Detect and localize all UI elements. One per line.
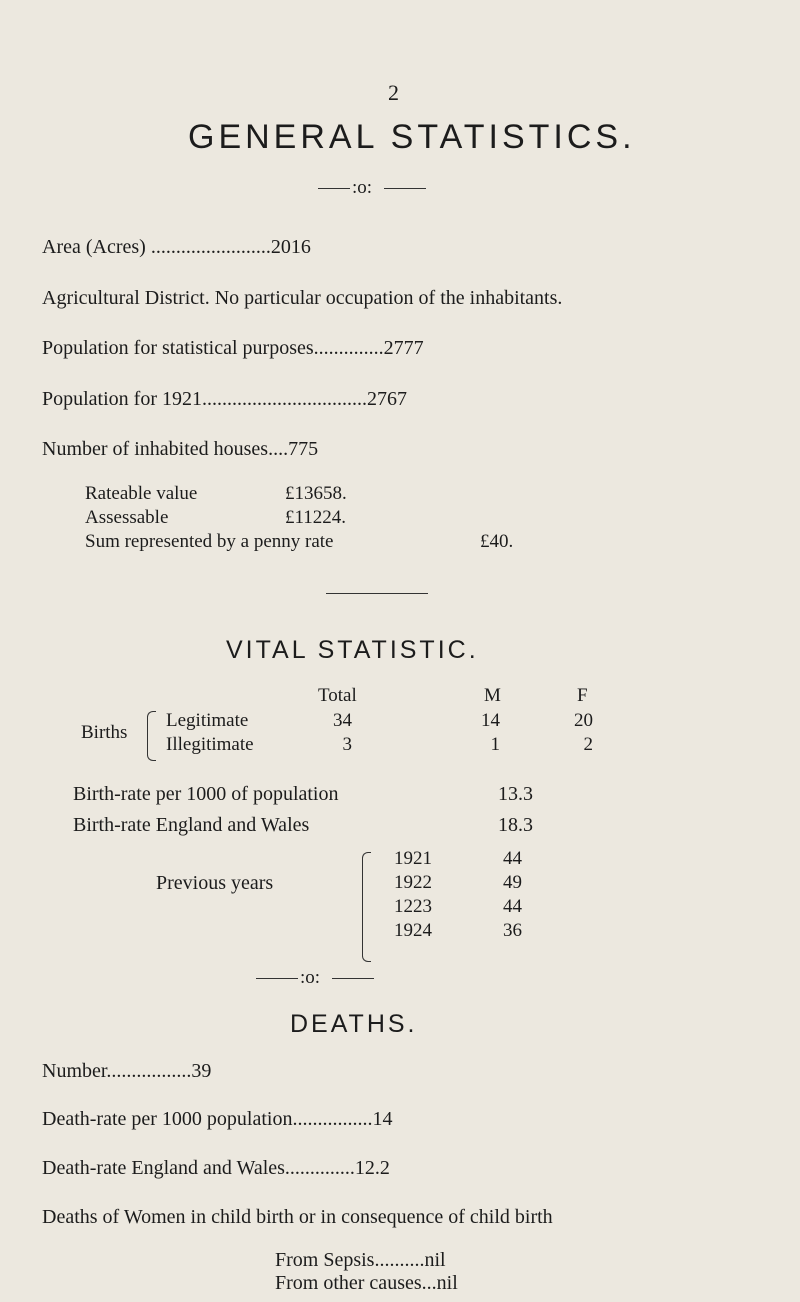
general-statistics-heading: GENERAL STATISTICS.: [188, 118, 636, 156]
deaths-heading: DEATHS.: [290, 1010, 418, 1038]
separator-mark: :o:: [352, 177, 373, 198]
population-statistical-line: Population for statistical purposes..............2777: [42, 337, 424, 359]
separator-mark: :o:: [300, 967, 321, 988]
assessable-value: £11224.: [285, 507, 347, 528]
other-causes-line: From other causes...nil: [275, 1272, 458, 1294]
legitimate-total: 34: [333, 710, 352, 731]
deaths-number-line: Number.................39: [42, 1060, 212, 1082]
illegitimate-m: 1: [490, 734, 500, 755]
column-header-total: Total: [318, 685, 357, 706]
page-number: 2: [388, 80, 399, 105]
previous-year: 1922: [394, 872, 432, 893]
births-label: Births: [81, 722, 128, 743]
sepsis-line: From Sepsis..........nil: [275, 1249, 446, 1271]
separator-rule-right: [384, 188, 426, 189]
column-header-f: F: [577, 685, 588, 706]
legitimate-label: Legitimate: [166, 710, 249, 731]
previous-year: 1921: [394, 848, 432, 869]
previous-value: 44: [503, 848, 522, 869]
illegitimate-label: Illegitimate: [166, 734, 254, 755]
illegitimate-f: 2: [583, 734, 593, 755]
illegitimate-total: 3: [342, 734, 352, 755]
births-brace: [147, 711, 156, 761]
death-rate-line: Death-rate per 1000 population................14: [42, 1108, 393, 1130]
previous-years-label: Previous years: [156, 872, 274, 894]
separator-rule-left: [256, 978, 298, 979]
area-line: Area (Acres) ........................2016: [42, 236, 311, 258]
population-1921-line: Population for 1921.................................2767: [42, 388, 407, 410]
previous-value: 36: [503, 920, 522, 941]
vital-statistic-heading: VITAL STATISTIC.: [226, 636, 479, 664]
penny-rate-value: £40.: [480, 531, 514, 552]
section-divider: [326, 593, 428, 594]
previous-years-brace: [362, 852, 371, 962]
rateable-value-label: Rateable value: [85, 483, 198, 504]
penny-rate-label: Sum represented by a penny rate: [85, 531, 334, 552]
assessable-label: Assessable: [85, 507, 169, 528]
previous-value: 44: [503, 896, 522, 917]
women-child-birth-line: Deaths of Women in child birth or in consequence of child birth: [42, 1206, 553, 1228]
separator-rule-right: [332, 978, 374, 979]
death-rate-ew-line: Death-rate England and Wales..............12.2: [42, 1157, 390, 1179]
birth-rate-label: Birth-rate per 1000 of population: [73, 783, 339, 805]
birth-rate-ew-label: Birth-rate England and Wales: [73, 814, 310, 836]
rateable-value: £13658.: [285, 483, 347, 504]
previous-year: 1924: [394, 920, 432, 941]
birth-rate-ew-value: 18.3: [498, 814, 533, 836]
column-header-m: M: [484, 685, 501, 706]
separator-rule-left: [318, 188, 350, 189]
legitimate-m: 14: [481, 710, 500, 731]
previous-value: 49: [503, 872, 522, 893]
previous-year: 1223: [394, 896, 432, 917]
legitimate-f: 20: [574, 710, 593, 731]
district-line: Agricultural District. No particular occupation of the inhabitants.: [42, 287, 563, 309]
inhabited-houses-line: Number of inhabited houses....775: [42, 438, 319, 460]
birth-rate-value: 13.3: [498, 783, 533, 805]
